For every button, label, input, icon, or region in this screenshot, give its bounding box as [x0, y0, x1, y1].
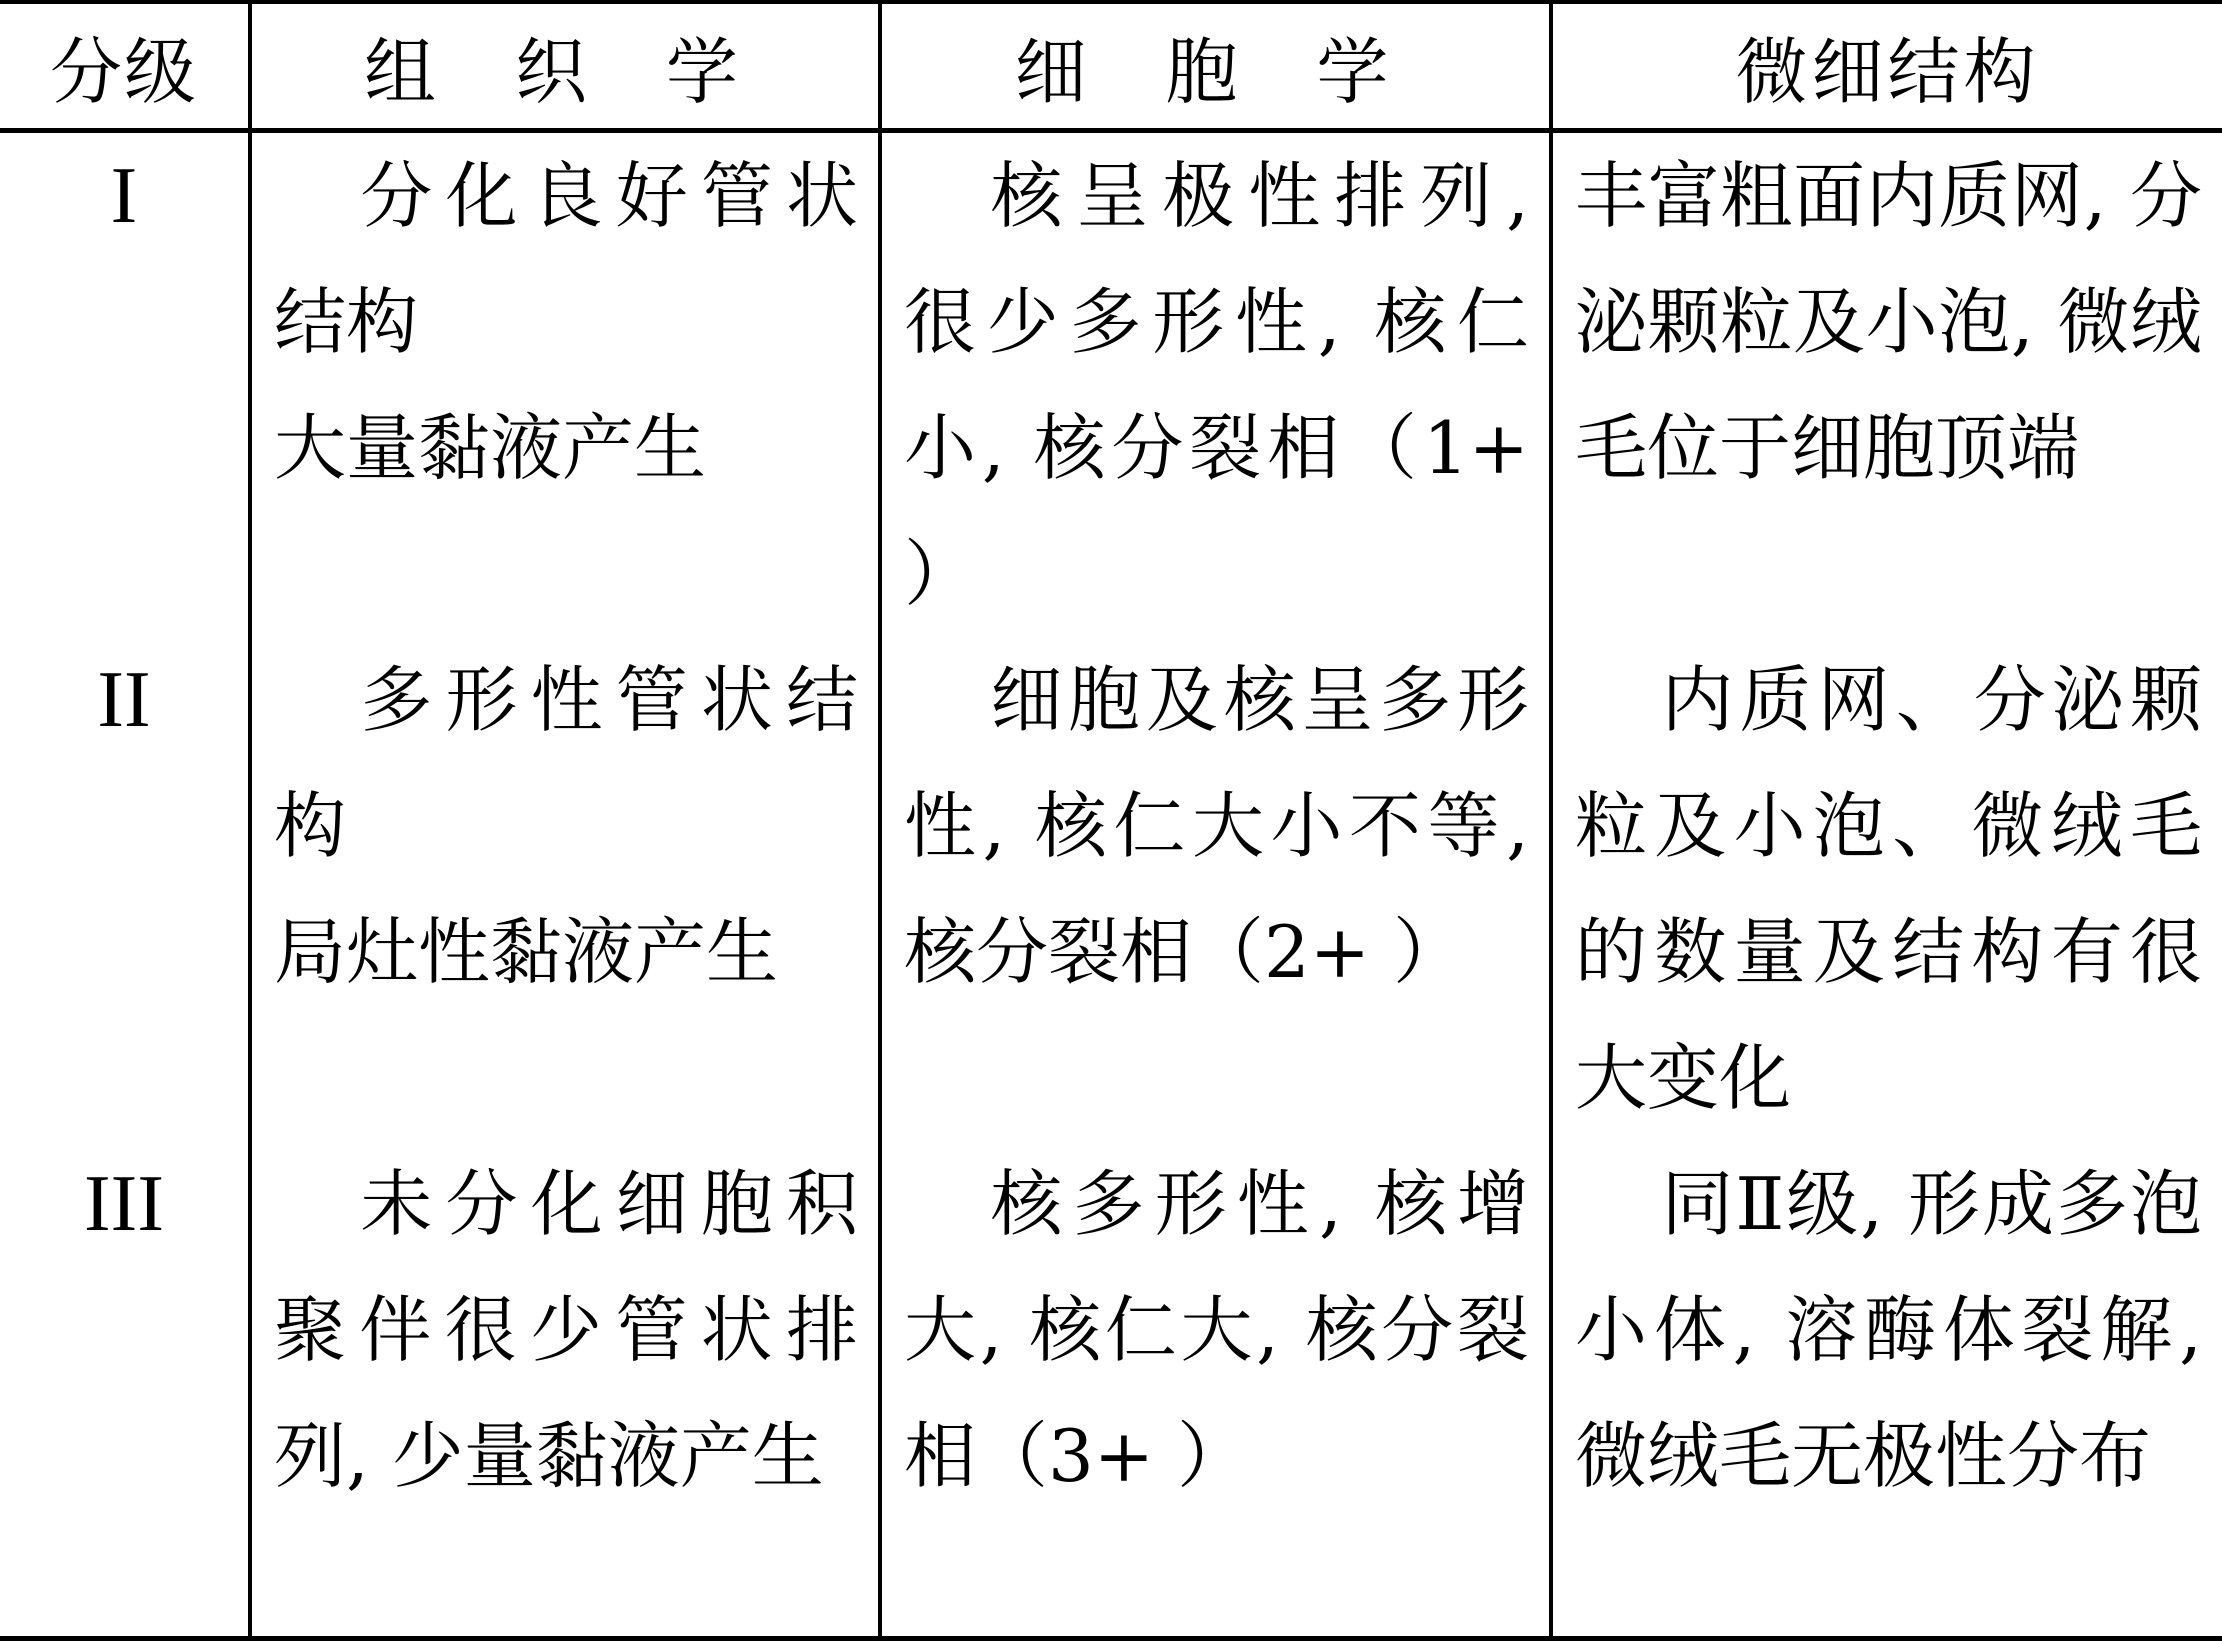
table-row-grade-2	[0, 637, 2222, 1141]
histology-text: 分化良好管状结构	[274, 154, 858, 364]
ultrastructure-cell: 同Ⅱ级, 形成多泡小体, 溶酶体裂解, 微绒毛无极性分布	[1551, 1141, 2222, 1639]
cytology-cell: 核呈极性排列, 很少多形性, 核仁小, 核分裂相（1+ ）	[880, 131, 1551, 638]
histology-text: 局灶性黏液产生	[274, 910, 779, 994]
table-row-grade-3	[0, 1141, 2222, 1639]
header-cytology: 细 胞 学	[880, 2, 1551, 131]
histology-cell	[250, 637, 880, 1141]
cytology-cell: 细胞及核呈多形性, 核仁大小不等, 核分裂相（2+ ）	[880, 637, 1551, 1141]
grade-cell: I	[110, 152, 138, 240]
header-row	[0, 2, 2222, 131]
histology-text: 多形性管状结构	[274, 658, 858, 868]
header-histology: 组 织 学	[250, 2, 880, 131]
table-row-grade-1	[0, 131, 2222, 638]
histology-text: 未分化细胞积聚伴很少管状排列, 少量黏液产生	[274, 1162, 858, 1498]
histology-cell	[250, 131, 880, 638]
ultrastructure-cell: 丰富粗面内质网, 分泌颗粒及小泡, 微绒毛位于细胞顶端	[1551, 131, 2222, 638]
ultrastructure-cell: 内质网、分泌颗粒及小泡、微绒毛的数量及结构有很大变化	[1551, 637, 2222, 1141]
histology-text: 大量黏液产生	[274, 406, 707, 490]
grade-cell: II	[97, 656, 151, 744]
cytology-cell: 核多形性, 核增大, 核仁大, 核分裂相（3+ ）	[880, 1141, 1551, 1639]
grade-cell: III	[0, 1141, 250, 1639]
header-ultrastructure: 微细结构	[1551, 2, 2222, 131]
header-grade: 分级	[0, 2, 250, 131]
histology-cell	[250, 1141, 880, 1639]
